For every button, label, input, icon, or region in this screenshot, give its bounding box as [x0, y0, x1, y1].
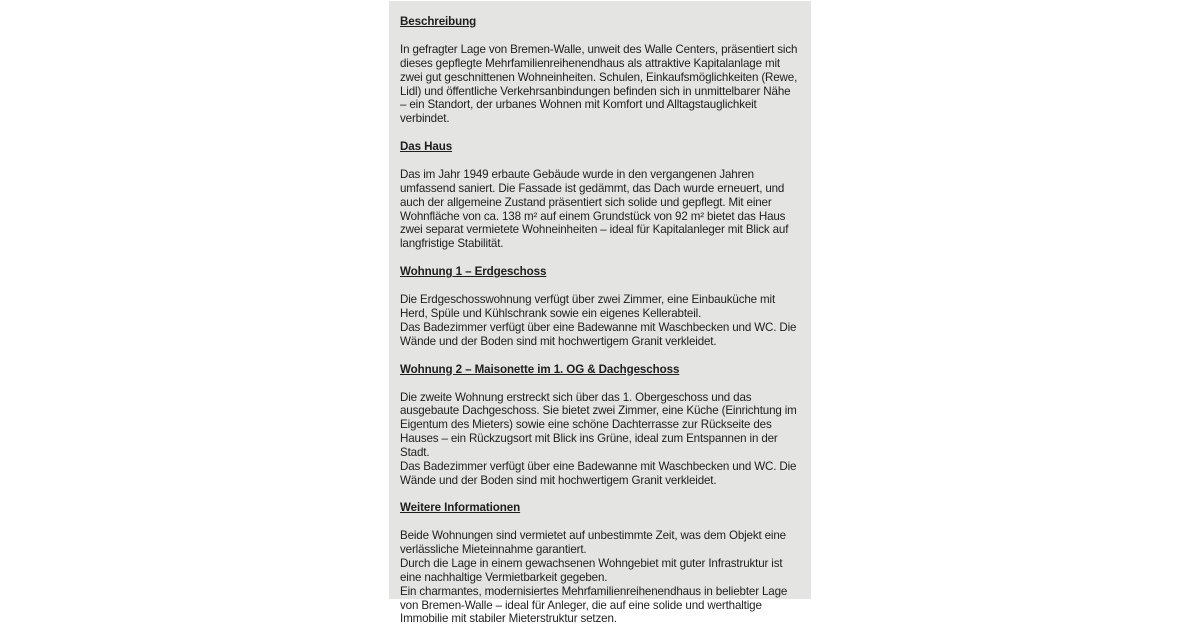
section-wohnung-2: [400, 363, 799, 488]
paragraph-line: Ein charmantes, modernisiertes Mehrfamilienreihenendhaus in beliebter Lage von Bremen-Walle – ideal für Anleger, die auf eine solide und werthaltige Immobilie mit stabiler Mieterstruktur setzen.: [400, 584, 788, 626]
paragraph-line: Beide Wohnungen sind vermietet auf unbestimmte Zeit, was dem Objekt eine verlässliche Mieteinnahme garantiert.: [400, 529, 786, 557]
section-weitere-informationen: [400, 501, 799, 626]
section-heading: Wohnung 1 – Erdgeschoss: [400, 265, 547, 279]
section-paragraph: [400, 391, 799, 488]
section-paragraph: [400, 168, 799, 251]
paragraph-line: Die zweite Wohnung erstreckt sich über das 1. Obergeschoss und das ausgebaute Dachgeschoss. Sie bietet zwei Zimmer, eine Küche (Einrichtung im Eigentum des Mieters) sowie eine schöne Dachterrasse zur Rückseite des Hauses – ein Rückzugsort mit Blick ins Grüne, ideal zum Entspannen in der Stadt.: [400, 390, 797, 459]
paragraph-line: Das Badezimmer verfügt über eine Badewanne mit Waschbecken und WC. Die Wände und der Boden sind mit hochwertigem Granit verkleidet.: [400, 320, 797, 348]
listing-description-panel: [389, 1, 811, 626]
section-heading: Beschreibung: [400, 15, 477, 28]
paragraph-line: Das im Jahr 1949 erbaute Gebäude wurde in den vergangenen Jahren umfassend saniert. Die Fassade ist gedämmt, das Dach wurde erneuert, und auch der allgemeine Zustand präsentiert sich solide und gepflegt. Mit einer Wohnfläche von ca. 138 m² auf einem Grundstück von 92 m² bietet das Haus zwei separat vermietete Wohneinheiten – ideal für Kapitalanleger mit Blick auf langfristige Stabilität.: [400, 168, 789, 251]
section-paragraph: [400, 293, 799, 348]
section-heading: Weitere Informationen: [400, 501, 521, 515]
paragraph-line: In gefragter Lage von Bremen-Walle, unweit des Walle Centers, präsentiert sich dieses gepflegte Mehrfamilienreihenendhaus als attraktive Kapitalanlage mit zwei gut geschnittenen Wohneinheiten. Schulen, Einkaufsmöglichkeiten (Rewe, Lidl) und öffentliche Verkehrsanbindungen befinden sich in unmittelbarer Nähe – ein Standort, der urbanes Wohnen mit Komfort und Alltagstauglichkeit verbindet.: [400, 43, 798, 126]
section-das-haus: [400, 140, 799, 251]
paragraph-line: Das Badezimmer verfügt über eine Badewanne mit Waschbecken und WC. Die Wände und der Boden sind mit hochwertigem Granit verkleidet.: [400, 459, 797, 487]
paragraph-line: Durch die Lage in einem gewachsenen Wohngebiet mit guter Infrastruktur ist eine nachhaltige Vermietbarkeit gegeben.: [400, 557, 783, 584]
section-beschreibung: [400, 15, 799, 126]
section-paragraph: [400, 43, 799, 126]
section-paragraph: [400, 529, 799, 626]
section-heading: Das Haus: [400, 140, 453, 154]
paragraph-line: Die Erdgeschosswohnung verfügt über zwei Zimmer, eine Einbauküche mit Herd, Spüle und Kühlschrank sowie ein eigenes Kellerabteil.: [400, 293, 776, 320]
section-heading: Wohnung 2 – Maisonette im 1. OG & Dachgeschoss: [400, 362, 680, 376]
section-wohnung-1: [400, 265, 799, 348]
